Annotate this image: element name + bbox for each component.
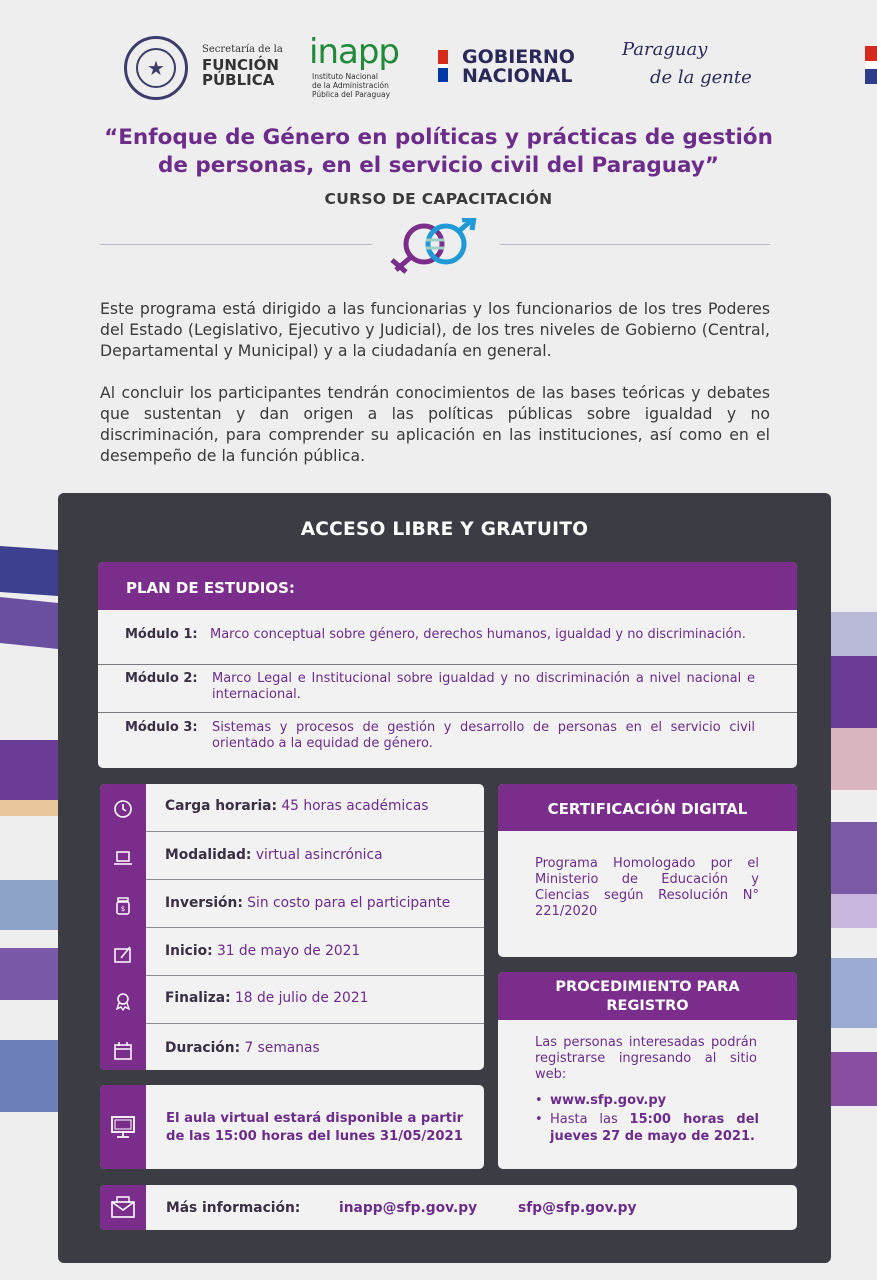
monitor-icon [110, 1114, 136, 1140]
module-label: Módulo 2: [125, 671, 198, 686]
decorative-stripe [0, 1040, 58, 1112]
calendar-icon [112, 1040, 134, 1062]
detail-row-duracion [100, 1026, 484, 1070]
decorative-stripe [831, 728, 877, 790]
gender-symbols-icon [384, 218, 494, 274]
svg-text:$: $ [120, 905, 126, 913]
detail-text: Inversión: Sin costo para el participante [165, 895, 451, 911]
sfp-logo-small: Secretaría de la [202, 44, 283, 55]
decorative-stripe [0, 740, 58, 800]
decorative-stripe [0, 800, 58, 816]
course-details-card [100, 784, 484, 1070]
decorative-stripe [0, 948, 58, 1000]
page-title: “Enfoque de Género en políticas y prácticas de gestión de personas, en el servicio civil del Paraguay” [104, 125, 773, 178]
registration-deadline-item: • Hasta las 15:00 horas del jueves 27 de mayo de 2021. [535, 1112, 759, 1144]
registration-card [498, 972, 797, 1169]
decorative-stripe [831, 822, 877, 894]
icon-strip [100, 1085, 146, 1169]
envelope-icon [110, 1194, 136, 1220]
registration-url-link[interactable]: www.sfp.gov.py [550, 1093, 667, 1108]
detail-text: Duración: 7 semanas [165, 1040, 320, 1056]
contact-bar [100, 1185, 797, 1230]
module-label: Módulo 1: [125, 627, 198, 642]
sfp-logo-text: FUNCIÓN PÚBLICA [202, 56, 279, 89]
divider-right [500, 244, 770, 245]
virtual-classroom-text: El aula virtual estará disponible a partir de las 15:00 horas del lunes 31/05/2021 [166, 1111, 464, 1144]
gobierno-nacional-logo: GOBIERNO NACIONAL [462, 46, 575, 87]
module-text: Marco Legal e Institucional sobre igualdad y no discriminación a nivel nacional e internacional. [212, 671, 755, 702]
study-plan-title: PLAN DE ESTUDIOS: [98, 562, 797, 610]
access-heading: ACCESO LIBRE Y GRATUITO [300, 519, 589, 540]
detail-row-inversion [100, 881, 484, 928]
divider-left [100, 244, 372, 245]
certification-text: Programa Homologado por el Ministerio de Educación y Ciencias según Resolución N° 221/2020 [535, 856, 759, 919]
virtual-classroom-card [100, 1085, 484, 1169]
inapp-subtitle: Instituto Nacional de la Administración Pública del Paraguay [312, 72, 391, 99]
module-text: Marco conceptual sobre género, derechos humanos, igualdad y no discriminación. [210, 627, 746, 642]
course-subtitle: CURSO DE CAPACITACIÓN [324, 190, 553, 208]
decorative-stripe [831, 1052, 877, 1106]
certification-card [498, 784, 797, 957]
header-logos [0, 30, 877, 110]
row-divider [146, 831, 484, 832]
clock-icon [112, 798, 134, 820]
decorative-stripe [0, 880, 58, 930]
award-icon [112, 990, 134, 1012]
decorative-stripe [831, 612, 877, 656]
detail-text: Inicio: 31 de mayo de 2021 [165, 943, 361, 959]
row-divider [146, 1023, 484, 1024]
intro-paragraph-2: Al concluir los participantes tendrán conocimientos de las bases teóricas y debates que sustentan y dan origen a las políticas públicas sobre igualdad y no discriminación, para comprender su aplicación en las instituciones, así como en el desempeño de la función pública. [100, 383, 770, 465]
more-info-label: Más información: [166, 1200, 301, 1216]
row-divider [146, 927, 484, 928]
decorative-stripe [831, 656, 877, 728]
module-divider [98, 712, 797, 713]
decorative-stripe [831, 958, 877, 1028]
decorative-stripe [831, 894, 877, 928]
registration-title: PROCEDIMIENTO PARA REGISTRO [498, 972, 797, 1020]
module-3 [98, 720, 797, 754]
study-plan-card [98, 562, 797, 768]
detail-row-modalidad [100, 833, 484, 880]
seal-logo: ★ [124, 36, 188, 100]
registration-url-item: • www.sfp.gov.py [535, 1092, 759, 1109]
module-2 [98, 671, 797, 705]
detail-text: Carga horaria: 45 horas académicas [165, 798, 429, 814]
icon-strip [100, 1185, 146, 1230]
module-divider [98, 664, 797, 665]
email-sfp-link[interactable]: sfp@sfp.gov.py [518, 1200, 637, 1216]
module-1 [98, 627, 797, 661]
module-text: Sistemas y procesos de gestión y desarrollo de personas en el servicio civil orientado a la equidad de género. [212, 720, 755, 751]
money-jar-icon [112, 895, 134, 917]
detail-text: Modalidad: virtual asincrónica [165, 847, 383, 863]
paraguay-de-la-gente-logo: Paraguay de la gente [622, 39, 752, 88]
decorative-stripe [0, 546, 58, 596]
detail-row-inicio [100, 929, 484, 976]
decorative-stripe [0, 597, 58, 649]
intro-paragraph-1: Este programa está dirigido a las funcionarias y los funcionarios de los tres Poderes del Estado (Legislativo, Ejecutivo y Judicial), de los tres niveles de Gobierno (Central, Departamental y Municipal) y a la ciudadanía en general. [100, 299, 770, 360]
detail-row-carga [100, 784, 484, 831]
row-divider [146, 879, 484, 880]
registration-intro: Las personas interesadas podrán registrarse ingresando al sitio web: [535, 1035, 757, 1082]
certification-title: CERTIFICACIÓN DIGITAL [498, 784, 797, 831]
gobierno-flag-mark [438, 50, 448, 82]
course-info-panel [58, 493, 831, 1263]
module-label: Módulo 3: [125, 720, 198, 735]
paraguay-flag [865, 46, 877, 92]
email-inapp-link[interactable]: inapp@sfp.gov.py [339, 1200, 478, 1216]
inapp-logo: inapp [309, 32, 399, 72]
detail-row-finaliza [100, 976, 484, 1023]
detail-text: Finaliza: 18 de julio de 2021 [165, 990, 369, 1006]
calendar-start-icon [112, 943, 134, 965]
laptop-icon [112, 847, 134, 869]
